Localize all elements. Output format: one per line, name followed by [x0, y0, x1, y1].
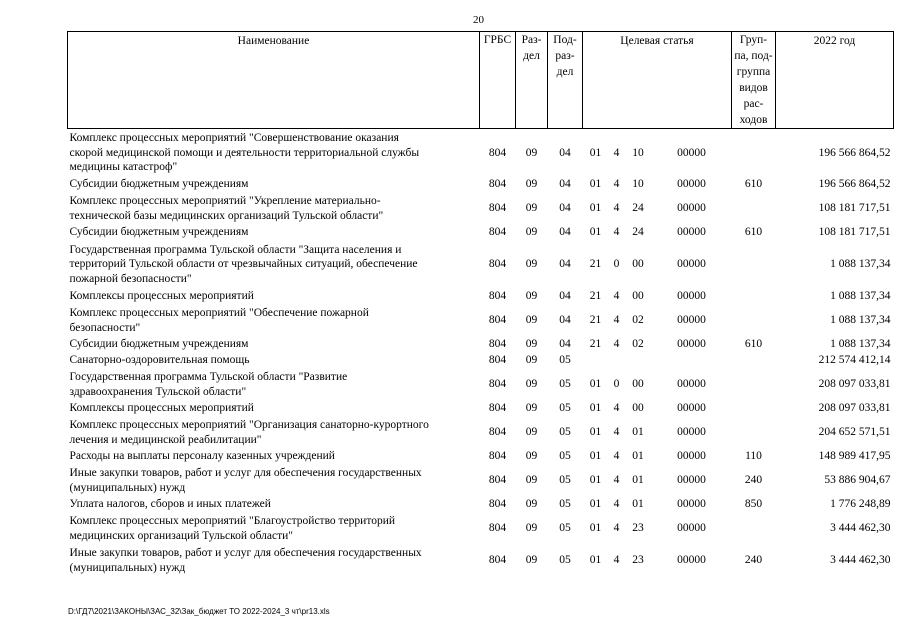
subprogram-code-cell: 4: [613, 338, 620, 351]
podrazdel-cell: 05: [559, 426, 571, 439]
header-line: ходов: [739, 114, 768, 126]
podrazdel-cell: 04: [559, 146, 571, 159]
direction-code-cell: 00000: [677, 338, 706, 351]
table-row: [68, 129, 894, 177]
row-name-cell: [68, 353, 480, 369]
row-name-line: медицины катастроф": [69, 161, 178, 173]
amount-cell: 204 652 571,51: [818, 426, 891, 439]
row-name-line: безопасности": [69, 321, 141, 334]
grbs-cell: 804: [488, 474, 507, 487]
event-code-cell: 10: [632, 146, 644, 159]
row-name-line: пожарной безопасности": [69, 272, 192, 285]
expense-type-cell: [732, 305, 776, 337]
direction-code-cell: [652, 353, 732, 369]
header-line: видов: [739, 82, 768, 94]
razdel-cell: 09: [525, 498, 538, 511]
podrazdel-cell: 05: [559, 498, 571, 511]
table-row: [68, 241, 894, 289]
row-name-line: Комплекс процессных мероприятий "Обеспечение пожарной: [69, 307, 369, 319]
direction-code-cell: 00000: [677, 474, 706, 487]
header-target-article: Целевая статья: [583, 32, 732, 129]
direction-code-cell: 00000: [677, 378, 706, 391]
program-code-cell: 01: [589, 450, 602, 463]
program-code-cell: 01: [589, 498, 602, 511]
event-code-cell: 01: [632, 450, 644, 463]
grbs-cell: 804: [488, 450, 507, 463]
direction-code-cell: 00000: [677, 450, 706, 463]
direction-code-cell: 00000: [677, 402, 706, 415]
row-name-line: Санаторно-оздоровительная помощь: [69, 354, 250, 367]
row-name-line: Уплата налогов, сборов и иных платежей: [69, 498, 271, 511]
event-code-cell: 01: [632, 474, 644, 487]
row-name-line: Комплексы процессных мероприятий: [69, 290, 254, 303]
amount-cell: 108 181 717,51: [818, 202, 891, 215]
event-code-cell: 01: [632, 426, 644, 439]
direction-code-cell: 00000: [677, 498, 706, 511]
header-line: дел: [556, 66, 574, 78]
razdel-cell: 09: [525, 338, 538, 351]
grbs-cell: 804: [488, 426, 507, 439]
subprogram-code-cell: 4: [613, 426, 620, 439]
podrazdel-cell: 05: [559, 402, 571, 415]
subprogram-code-cell: 4: [613, 146, 620, 159]
razdel-cell: 09: [525, 226, 538, 239]
subprogram-code-cell: 4: [613, 450, 620, 463]
amount-cell: 1 088 137,34: [830, 314, 891, 327]
subprogram-code-cell: 0: [613, 378, 620, 391]
razdel-cell: 09: [525, 402, 538, 415]
row-name-line: территорий Тульской области от чрезвычайных ситуаций, обеспечение: [69, 258, 418, 271]
row-name-line: медицинских организаций Тульской области": [69, 529, 293, 542]
row-name-cell: [68, 497, 480, 513]
header-year: 2022 год: [776, 32, 894, 129]
podrazdel-cell: 04: [559, 338, 571, 351]
grbs-cell: 804: [488, 522, 507, 535]
row-name-line: Комплексы процессных мероприятий: [69, 402, 254, 415]
subprogram-code-cell: 4: [613, 474, 620, 487]
row-name-line: Иные закупки товаров, работ и услуг для обеспечения государственных: [69, 467, 422, 479]
event-code-cell: 24: [632, 202, 644, 215]
grbs-cell: 804: [488, 226, 507, 239]
direction-code-cell: 00000: [677, 554, 706, 567]
grbs-cell: 804: [488, 498, 507, 511]
razdel-cell: 09: [525, 426, 538, 439]
table-row: [68, 225, 894, 241]
event-code-cell: 10: [632, 178, 644, 191]
expense-type-cell: [732, 513, 776, 545]
subprogram-code-cell: [609, 353, 625, 369]
program-code-cell: 21: [589, 338, 602, 351]
subprogram-code-cell: 4: [613, 290, 620, 303]
expense-type-cell: [732, 193, 776, 225]
podrazdel-cell: 05: [559, 474, 571, 487]
event-code-cell: 23: [632, 522, 644, 535]
amount-cell: 208 097 033,81: [818, 378, 891, 391]
row-name-line: Комплекс процессных мероприятий "Укрепление материально-: [69, 195, 381, 207]
header-razdel: [516, 32, 548, 129]
subprogram-code-cell: 4: [613, 402, 620, 415]
grbs-cell: 804: [488, 202, 507, 215]
grbs-cell: 804: [488, 338, 507, 351]
razdel-cell: 09: [525, 290, 538, 303]
table-row: [68, 193, 894, 225]
podrazdel-cell: 04: [559, 226, 571, 239]
grbs-cell: 804: [488, 314, 507, 327]
program-code-cell: 01: [589, 554, 602, 567]
amount-cell: 212 574 412,14: [818, 354, 891, 367]
amount-cell: 3 444 462,30: [830, 522, 891, 535]
table-header-row: [68, 32, 894, 129]
event-code-cell: 01: [632, 498, 644, 511]
amount-cell: 108 181 717,51: [818, 226, 891, 239]
row-name-line: технической базы медицинских организаций Тульской области": [69, 209, 384, 222]
program-code-cell: 01: [589, 202, 602, 215]
razdel-cell: 09: [525, 258, 538, 271]
subprogram-code-cell: 4: [613, 522, 620, 535]
expense-type-cell: 610: [744, 338, 763, 351]
razdel-cell: 09: [525, 314, 538, 327]
expense-type-cell: [732, 417, 776, 449]
grbs-cell: 804: [488, 178, 507, 191]
razdel-cell: 09: [525, 450, 538, 463]
amount-cell: 1 088 137,34: [830, 258, 891, 271]
event-code-cell: 00: [632, 290, 644, 303]
direction-code-cell: 00000: [677, 226, 706, 239]
row-name-cell: [68, 337, 480, 353]
razdel-cell: 09: [525, 522, 538, 535]
program-code-cell: 01: [589, 474, 602, 487]
row-name-cell: [68, 241, 480, 289]
podrazdel-cell: 05: [559, 450, 571, 463]
podrazdel-cell: 05: [559, 554, 571, 567]
row-name-line: Государственная программа Тульской области "Развитие: [69, 371, 348, 383]
table-row: [68, 369, 894, 401]
direction-code-cell: 00000: [677, 522, 706, 535]
program-code-cell: 01: [589, 522, 602, 535]
event-code-cell: 00: [632, 402, 644, 415]
podrazdel-cell: 04: [559, 258, 571, 271]
table-row: [68, 417, 894, 449]
row-name-cell: [68, 449, 480, 465]
header-line: Под-: [553, 34, 577, 46]
header-line: па, под-: [734, 50, 773, 62]
subprogram-code-cell: 0: [613, 258, 620, 271]
row-name-line: Комплекс процессных мероприятий "Благоустройство территорий: [69, 515, 396, 527]
podrazdel-cell: 04: [559, 290, 571, 303]
razdel-cell: 09: [525, 554, 538, 567]
expense-type-cell: 610: [744, 226, 763, 239]
header-line: раз-: [555, 50, 575, 62]
event-code-cell: 23: [632, 554, 644, 567]
podrazdel-cell: 05: [559, 522, 571, 535]
podrazdel-cell: 05: [559, 378, 571, 391]
grbs-cell: 804: [488, 378, 507, 391]
event-code-cell: 24: [632, 226, 644, 239]
row-name-cell: [68, 369, 480, 401]
direction-code-cell: 00000: [677, 202, 706, 215]
row-name-cell: [68, 401, 480, 417]
podrazdel-cell: 04: [559, 314, 571, 327]
table-row: [68, 177, 894, 193]
header-podrazdel: [548, 32, 583, 129]
expense-type-cell: [732, 401, 776, 417]
row-name-line: (муниципальных) нужд: [69, 561, 186, 574]
table-row: [68, 497, 894, 513]
grbs-cell: 804: [488, 354, 507, 367]
row-name-line: Расходы на выплаты персоналу казенных учреждений: [69, 450, 335, 463]
amount-cell: 3 444 462,30: [830, 554, 891, 567]
subprogram-code-cell: 4: [613, 226, 620, 239]
row-name-line: (муниципальных) нужд: [69, 481, 186, 494]
row-name-cell: [68, 305, 480, 337]
program-code-cell: 01: [589, 378, 602, 391]
row-name-line: здравоохранения Тульской области": [69, 385, 247, 398]
expense-type-cell: [732, 353, 776, 369]
subprogram-code-cell: 4: [613, 498, 620, 511]
expense-type-cell: 240: [744, 554, 763, 567]
row-name-cell: [68, 289, 480, 305]
header-grbs: ГРБС: [480, 32, 516, 129]
grbs-cell: 804: [488, 146, 507, 159]
amount-cell: 148 989 417,95: [818, 450, 891, 463]
table-row: [68, 449, 894, 465]
program-code-cell: 21: [589, 258, 602, 271]
table-row: [68, 545, 894, 577]
amount-cell: 208 097 033,81: [818, 402, 891, 415]
table-row: [68, 353, 894, 369]
row-name-cell: [68, 177, 480, 193]
table-row: [68, 513, 894, 545]
direction-code-cell: 00000: [677, 146, 706, 159]
expense-type-cell: 610: [744, 178, 763, 191]
table-row: [68, 337, 894, 353]
row-name-line: Субсидии бюджетным учреждениям: [69, 178, 249, 191]
row-name-cell: [68, 513, 480, 545]
row-name-cell: [68, 225, 480, 241]
expense-type-cell: [732, 129, 776, 177]
subprogram-code-cell: 4: [613, 202, 620, 215]
header-name: Наименование: [68, 32, 480, 129]
header-line: группа: [736, 66, 771, 78]
subprogram-code-cell: 4: [613, 314, 620, 327]
razdel-cell: 09: [525, 474, 538, 487]
program-code-cell: 01: [589, 226, 602, 239]
podrazdel-cell: 04: [559, 178, 571, 191]
direction-code-cell: 00000: [677, 426, 706, 439]
amount-cell: 1 088 137,34: [830, 290, 891, 303]
program-code-cell: 01: [589, 426, 602, 439]
direction-code-cell: 00000: [677, 258, 706, 271]
row-name-line: Государственная программа Тульской области "Защита населения и: [69, 243, 402, 256]
program-code-cell: 01: [589, 178, 602, 191]
direction-code-cell: 00000: [677, 314, 706, 327]
expense-type-cell: 850: [744, 498, 763, 511]
grbs-cell: 804: [488, 554, 507, 567]
page-number: 20: [473, 14, 484, 26]
program-code-cell: 01: [589, 402, 602, 415]
program-code-cell: 01: [589, 146, 602, 159]
amount-cell: 1 776 248,89: [830, 498, 891, 511]
razdel-cell: 09: [525, 178, 538, 191]
table-row: [68, 465, 894, 497]
amount-cell: 1 088 137,34: [830, 338, 891, 351]
event-code-cell: 02: [632, 314, 644, 327]
program-code-cell: 21: [589, 314, 602, 327]
row-name-cell: [68, 465, 480, 497]
grbs-cell: 804: [488, 290, 507, 303]
row-name-line: Иные закупки товаров, работ и услуг для обеспечения государственных: [69, 547, 422, 559]
grbs-cell: 804: [488, 258, 507, 271]
table-row: [68, 401, 894, 417]
expense-type-cell: 240: [744, 474, 763, 487]
program-code-cell: [583, 353, 609, 369]
event-code-cell: [625, 353, 652, 369]
row-name-line: Субсидии бюджетным учреждениям: [69, 338, 249, 351]
row-name-cell: [68, 129, 480, 177]
expense-type-cell: [732, 369, 776, 401]
amount-cell: 53 886 904,67: [824, 474, 891, 487]
header-line: рас-: [743, 98, 764, 110]
podrazdel-cell: 04: [559, 202, 571, 215]
amount-cell: 196 566 864,52: [818, 146, 891, 159]
budget-table: [67, 31, 894, 577]
row-name-line: Комплекс процессных мероприятий "Организация санаторно-курортного: [69, 419, 429, 431]
program-code-cell: 21: [589, 290, 602, 303]
event-code-cell: 02: [632, 338, 644, 351]
row-name-cell: [68, 417, 480, 449]
razdel-cell: 09: [525, 146, 538, 159]
razdel-cell: 09: [525, 202, 538, 215]
row-name-line: лечения и медицинской реабилитации": [69, 433, 262, 446]
row-name-cell: [68, 193, 480, 225]
file-path-footer: D:\ГД7\2021\ЗАКОНЫ\ЗАС_32\Зак_бюджет ТО 2022-2024_3 чт\pr13.xls: [68, 607, 330, 616]
row-name-line: скорой медицинской помощи и деятельности территориальной службы: [69, 146, 420, 159]
expense-type-cell: [732, 289, 776, 305]
header-line: дел: [523, 50, 540, 62]
subprogram-code-cell: 4: [613, 178, 620, 191]
row-name-cell: [68, 545, 480, 577]
header-line: Раз-: [521, 34, 542, 46]
expense-type-cell: 110: [745, 450, 762, 463]
header-expense-group: [732, 32, 776, 129]
direction-code-cell: 00000: [677, 290, 706, 303]
razdel-cell: 09: [525, 354, 538, 367]
row-name-line: Комплекс процессных мероприятий "Совершенствование оказания: [69, 132, 399, 144]
header-line: Груп-: [739, 34, 768, 46]
table-row: [68, 289, 894, 305]
event-code-cell: 00: [632, 258, 644, 271]
expense-type-cell: [732, 241, 776, 289]
amount-cell: 196 566 864,52: [818, 178, 891, 191]
grbs-cell: 804: [488, 402, 507, 415]
subprogram-code-cell: 4: [613, 554, 620, 567]
table-row: [68, 305, 894, 337]
podrazdel-cell: 05: [559, 354, 571, 367]
direction-code-cell: 00000: [677, 178, 706, 191]
event-code-cell: 00: [632, 378, 644, 391]
row-name-line: Субсидии бюджетным учреждениям: [69, 226, 249, 239]
razdel-cell: 09: [525, 378, 538, 391]
